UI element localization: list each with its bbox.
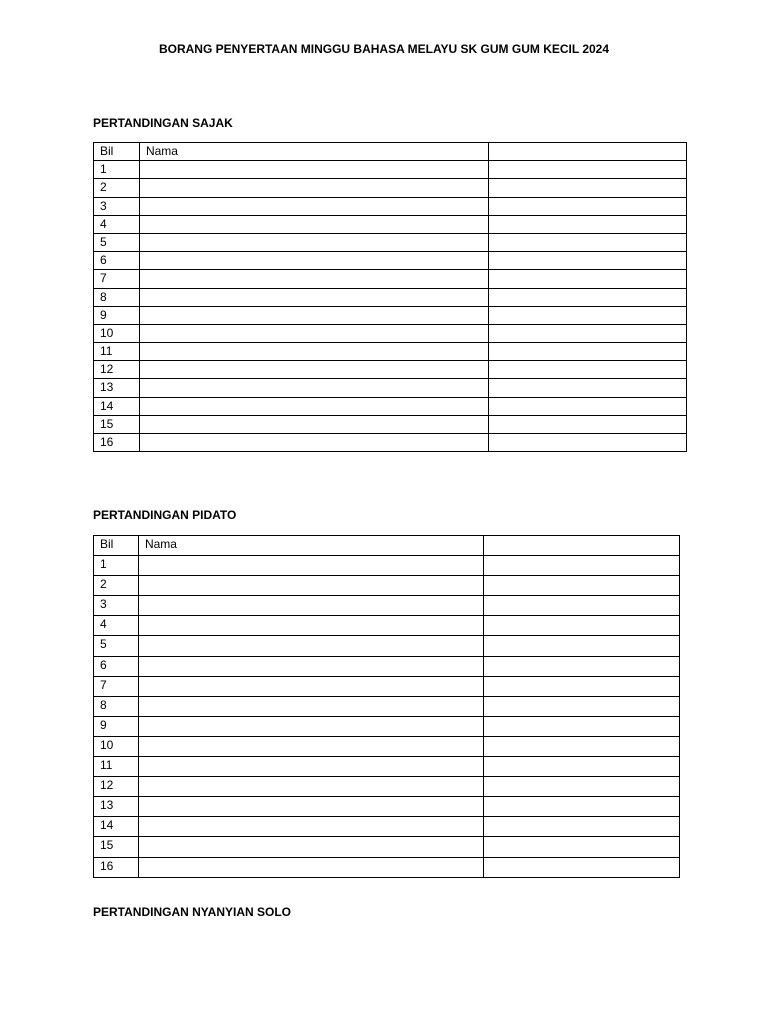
table-row — [94, 233, 687, 251]
table-row — [94, 636, 680, 656]
table-row — [94, 596, 680, 616]
name-cell[interactable] — [139, 379, 488, 397]
table-row — [94, 215, 687, 233]
extra-cell[interactable] — [489, 161, 687, 179]
extra-cell[interactable] — [484, 716, 680, 736]
name-cell[interactable] — [138, 576, 483, 596]
name-cell[interactable] — [139, 288, 488, 306]
table-row — [94, 837, 680, 857]
name-cell[interactable] — [138, 797, 483, 817]
header-nama: Nama — [139, 143, 488, 161]
name-cell[interactable] — [139, 361, 488, 379]
name-cell[interactable] — [139, 306, 488, 324]
name-cell[interactable] — [138, 596, 483, 616]
row-number: 4 — [94, 616, 139, 636]
name-cell[interactable] — [138, 837, 483, 857]
extra-cell[interactable] — [484, 696, 680, 716]
table-row — [94, 857, 680, 877]
table-row — [94, 777, 680, 797]
name-cell[interactable] — [139, 415, 488, 433]
table-header-row — [94, 143, 687, 161]
table-row — [94, 161, 687, 179]
table-row — [94, 576, 680, 596]
document-title: BORANG PENYERTAAN MINGGU BAHASA MELAYU SK GUM GUM KECIL 2024 — [158, 42, 610, 56]
table-row — [94, 556, 680, 576]
section-heading-nyanyian-solo: PERTANDINGAN NYANYIAN SOLO — [93, 905, 292, 919]
extra-cell[interactable] — [484, 736, 680, 756]
extra-cell[interactable] — [489, 252, 687, 270]
pidato-entry-table — [93, 535, 680, 878]
table-row — [94, 270, 687, 288]
extra-cell[interactable] — [489, 343, 687, 361]
name-cell[interactable] — [139, 233, 488, 251]
table-row — [94, 343, 687, 361]
name-cell[interactable] — [139, 215, 488, 233]
header-blank — [489, 143, 687, 161]
table-row — [94, 656, 680, 676]
table-row — [94, 736, 680, 756]
extra-cell[interactable] — [489, 288, 687, 306]
header-bil: Bil — [94, 536, 139, 556]
name-cell[interactable] — [138, 857, 483, 877]
row-number: 2 — [94, 576, 139, 596]
sajak-entry-table — [93, 142, 687, 452]
row-number: 8 — [94, 696, 139, 716]
table-row — [94, 397, 687, 415]
row-number: 1 — [94, 161, 140, 179]
extra-cell[interactable] — [484, 857, 680, 877]
table-header-row — [94, 536, 680, 556]
header-blank — [484, 536, 680, 556]
name-cell[interactable] — [139, 161, 488, 179]
row-number: 16 — [94, 434, 140, 452]
extra-cell[interactable] — [489, 270, 687, 288]
table-row — [94, 415, 687, 433]
extra-cell[interactable] — [489, 215, 687, 233]
table-row — [94, 817, 680, 837]
table-row — [94, 361, 687, 379]
extra-cell[interactable] — [484, 596, 680, 616]
section-heading-sajak: PERTANDINGAN SAJAK — [93, 116, 233, 130]
extra-cell[interactable] — [484, 576, 680, 596]
extra-cell[interactable] — [489, 324, 687, 342]
row-number: 1 — [94, 556, 139, 576]
extra-cell[interactable] — [484, 777, 680, 797]
name-cell[interactable] — [138, 736, 483, 756]
name-cell[interactable] — [139, 197, 488, 215]
row-number: 7 — [94, 676, 139, 696]
header-nama: Nama — [138, 536, 483, 556]
row-number: 3 — [94, 197, 140, 215]
extra-cell[interactable] — [484, 817, 680, 837]
extra-cell[interactable] — [484, 797, 680, 817]
extra-cell[interactable] — [489, 233, 687, 251]
row-number: 2 — [94, 179, 140, 197]
table-row — [94, 324, 687, 342]
row-number: 10 — [94, 324, 140, 342]
table-row — [94, 288, 687, 306]
extra-cell[interactable] — [489, 434, 687, 452]
name-cell[interactable] — [139, 179, 488, 197]
extra-cell[interactable] — [484, 616, 680, 636]
row-number: 16 — [94, 857, 139, 877]
extra-cell[interactable] — [484, 556, 680, 576]
table-row — [94, 379, 687, 397]
row-number: 14 — [94, 397, 140, 415]
table-row — [94, 716, 680, 736]
row-number: 15 — [94, 415, 140, 433]
table-row — [94, 797, 680, 817]
name-cell[interactable] — [138, 757, 483, 777]
table-row — [94, 696, 680, 716]
row-number: 6 — [94, 252, 140, 270]
name-cell[interactable] — [138, 656, 483, 676]
name-cell[interactable] — [139, 343, 488, 361]
row-number: 7 — [94, 270, 140, 288]
name-cell[interactable] — [139, 252, 488, 270]
name-cell[interactable] — [138, 716, 483, 736]
extra-cell[interactable] — [484, 757, 680, 777]
name-cell[interactable] — [139, 324, 488, 342]
row-number: 14 — [94, 817, 139, 837]
row-number: 11 — [94, 757, 139, 777]
name-cell[interactable] — [138, 636, 483, 656]
row-number: 6 — [94, 656, 139, 676]
table-row — [94, 306, 687, 324]
extra-cell[interactable] — [489, 397, 687, 415]
table-row — [94, 616, 680, 636]
row-number: 9 — [94, 716, 139, 736]
extra-cell[interactable] — [489, 179, 687, 197]
name-cell[interactable] — [138, 777, 483, 797]
row-number: 5 — [94, 233, 140, 251]
section-heading-pidato: PERTANDINGAN PIDATO — [93, 508, 237, 522]
extra-cell[interactable] — [489, 306, 687, 324]
name-cell[interactable] — [138, 556, 483, 576]
name-cell[interactable] — [138, 616, 483, 636]
table-row — [94, 197, 687, 215]
table-row — [94, 434, 687, 452]
header-bil: Bil — [94, 143, 140, 161]
row-number: 13 — [94, 797, 139, 817]
name-cell[interactable] — [138, 676, 483, 696]
row-number: 4 — [94, 215, 140, 233]
row-number: 3 — [94, 596, 139, 616]
row-number: 9 — [94, 306, 140, 324]
row-number: 15 — [94, 837, 139, 857]
table-row — [94, 179, 687, 197]
name-cell[interactable] — [139, 434, 488, 452]
name-cell[interactable] — [139, 397, 488, 415]
name-cell[interactable] — [139, 270, 488, 288]
row-number: 13 — [94, 379, 140, 397]
extra-cell[interactable] — [484, 837, 680, 857]
row-number: 12 — [94, 777, 139, 797]
row-number: 10 — [94, 736, 139, 756]
name-cell[interactable] — [138, 817, 483, 837]
extra-cell[interactable] — [484, 636, 680, 656]
table-row — [94, 252, 687, 270]
row-number: 11 — [94, 343, 140, 361]
extra-cell[interactable] — [489, 415, 687, 433]
extra-cell[interactable] — [489, 361, 687, 379]
row-number: 8 — [94, 288, 140, 306]
row-number: 5 — [94, 636, 139, 656]
extra-cell[interactable] — [489, 379, 687, 397]
row-number: 12 — [94, 361, 140, 379]
extra-cell[interactable] — [484, 656, 680, 676]
name-cell[interactable] — [138, 696, 483, 716]
extra-cell[interactable] — [489, 197, 687, 215]
extra-cell[interactable] — [484, 676, 680, 696]
table-row — [94, 676, 680, 696]
table-row — [94, 757, 680, 777]
